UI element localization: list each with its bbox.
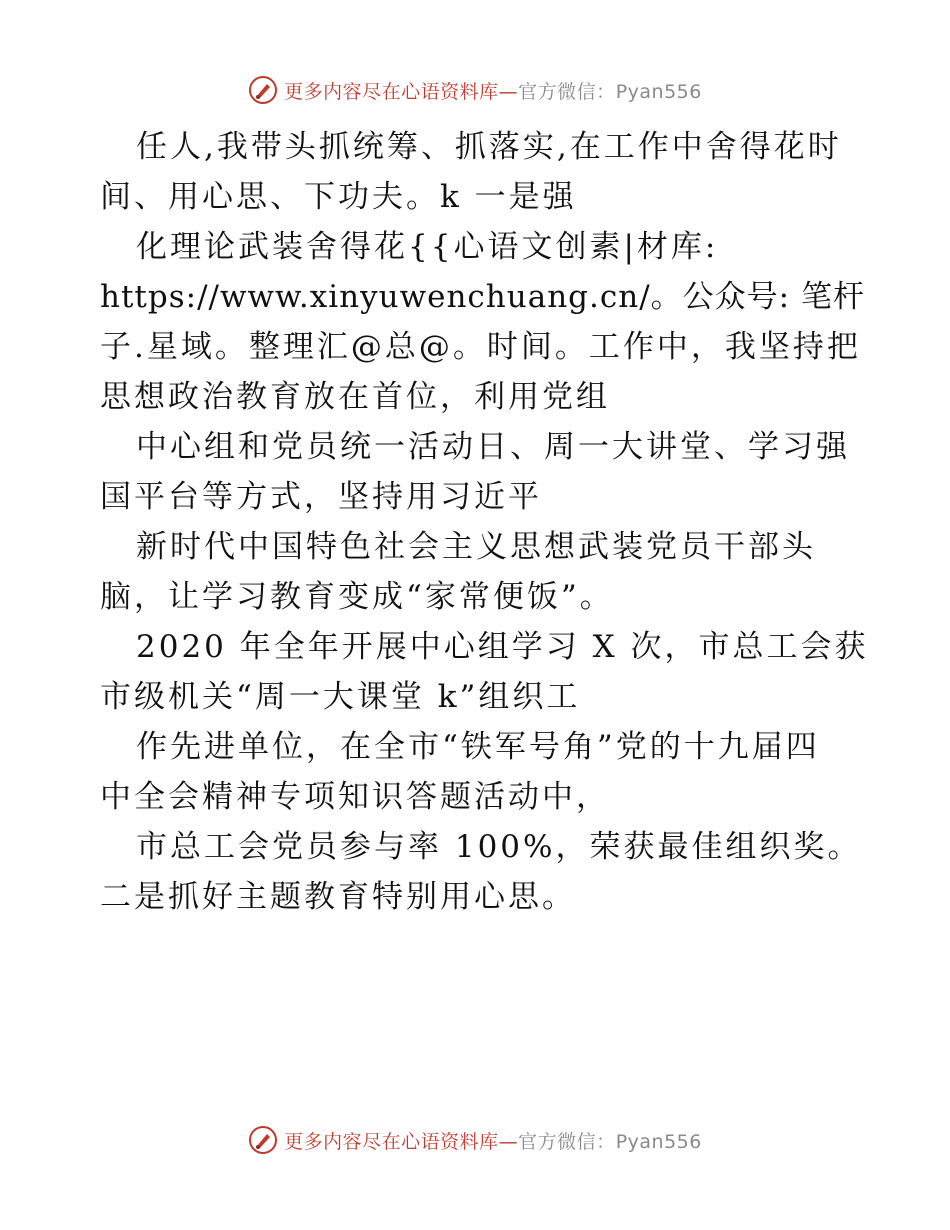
text-line: 二是抓好主题教育特别用心思。: [100, 879, 576, 915]
wechat-id: Pyan556: [615, 1130, 702, 1153]
text-line: 国平台等方式，坚持用习近平: [100, 479, 542, 515]
header-banner: [0, 73, 950, 107]
banner-title: 更多内容尽在心语资料库: [284, 80, 499, 103]
text-line: 思想政治教育放在首位，利用党组: [100, 379, 610, 415]
text-line: 2020 年全年开展中心组学习 X 次，市总工会获: [136, 629, 869, 665]
banner-dash: —: [498, 80, 519, 103]
text-line: 市级机关“周一大课堂 k”组织工: [100, 679, 581, 715]
banner-title: 更多内容尽在心语资料库: [284, 1130, 499, 1153]
text-line: 化理论武装舍得花{{心语文创素|材库:: [136, 229, 719, 265]
text-line: 作先进单位，在全市“铁军号角”党的十九届四: [136, 729, 820, 765]
wechat-id: Pyan556: [615, 80, 702, 103]
text-line: 脑，让学习教育变成“家常便饭”。: [100, 579, 614, 615]
text-line: 中心组和党员统一活动日、周一大讲堂、学习强: [136, 429, 850, 465]
footer-banner: [0, 1123, 950, 1157]
text-line: https://www.xinyuwenchuang.cn/。公众号: 笔杆: [100, 279, 865, 315]
wechat-label: 官方微信：: [518, 80, 616, 103]
text-line: 任人,我带头抓统筹、抓落实,在工作中舍得花时: [136, 129, 842, 165]
footer-banner-text: [284, 1127, 702, 1154]
document-body: [100, 122, 869, 922]
banner-dash: —: [498, 1130, 519, 1153]
text-line: 中全会精神专项知识答题活动中，: [100, 779, 610, 815]
pen-nib-logo-icon: [248, 75, 278, 105]
text-line: 间、用心思、下功夫。k 一是强: [100, 179, 577, 215]
text-line: 市总工会党员参与率 100%，荣获最佳组织奖。: [136, 829, 862, 865]
wechat-label: 官方微信：: [518, 1130, 616, 1153]
text-line: 子.星域。整理汇@总@。时间。工作中，我坚持把: [100, 329, 861, 365]
pen-nib-logo-icon: [248, 1125, 278, 1155]
text-line: 新时代中国特色社会主义思想武装党员干部头: [136, 529, 816, 565]
header-banner-text: [284, 77, 702, 104]
